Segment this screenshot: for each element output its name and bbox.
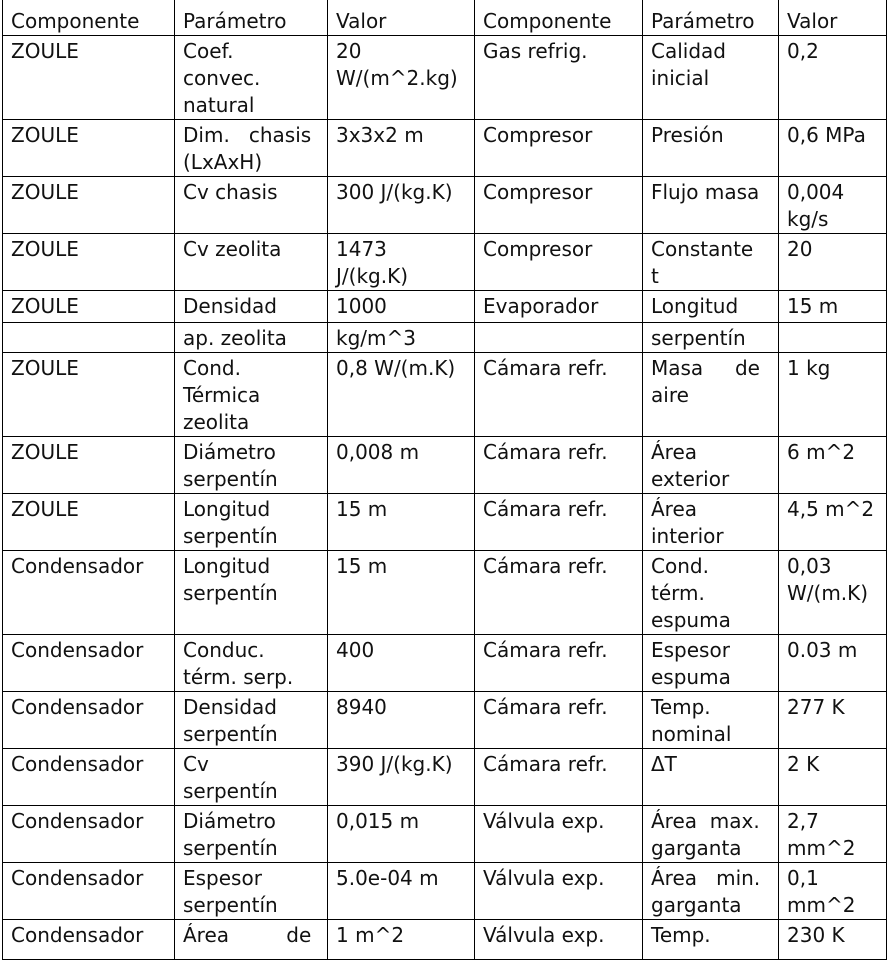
parameters-table <box>2 0 887 960</box>
cell-parametro: Densidad serpentín <box>175 692 328 749</box>
cell-parametro: Cv serpentín <box>175 749 328 806</box>
cell-componente-2: Cámara refr. <box>475 551 643 635</box>
cell-componente-2: Cámara refr. <box>475 437 643 494</box>
cell-valor: kg/m^3 <box>328 323 475 353</box>
table-row <box>3 437 887 494</box>
cell-parametro-2: Temp. nominal <box>643 692 779 749</box>
table-row <box>3 863 887 920</box>
table-body <box>3 36 887 960</box>
cell-componente-2: Cámara refr. <box>475 635 643 692</box>
cell-valor-2: 0.03 m <box>779 635 887 692</box>
header-valor: Valor <box>328 0 475 36</box>
cell-valor: 300 J/(kg.K) <box>328 177 475 234</box>
table-row <box>3 353 887 437</box>
cell-valor-2: 0,6 MPa <box>779 120 887 177</box>
cell-valor: 15 m <box>328 551 475 635</box>
table-row <box>3 494 887 551</box>
cell-valor: 3x3x2 m <box>328 120 475 177</box>
cell-parametro: Densidad <box>175 291 328 323</box>
header-valor-2: Valor <box>779 0 887 36</box>
cell-valor-2: 6 m^2 <box>779 437 887 494</box>
header-componente: Componente <box>3 0 175 36</box>
cell-valor-2: 20 <box>779 234 887 291</box>
header-componente-2: Componente <box>475 0 643 36</box>
cell-valor: 20 W/(m^2.kg) <box>328 36 475 120</box>
cell-componente-2: Gas refrig. <box>475 36 643 120</box>
cell-parametro-2: Área min. garganta <box>643 863 779 920</box>
cell-valor-2: 277 K <box>779 692 887 749</box>
cell-componente: ZOULE <box>3 353 175 437</box>
cell-parametro: ap. zeolita <box>175 323 328 353</box>
cell-componente: ZOULE <box>3 36 175 120</box>
cell-componente: ZOULE <box>3 437 175 494</box>
cell-parametro: Cond. Térmica zeolita <box>175 353 328 437</box>
table-row <box>3 692 887 749</box>
cell-componente-2: Cámara refr. <box>475 353 643 437</box>
cell-valor-2: 0,004 kg/s <box>779 177 887 234</box>
cell-componente-2: Evaporador <box>475 291 643 323</box>
table-row <box>3 806 887 863</box>
cell-valor: 400 <box>328 635 475 692</box>
table-header-row <box>3 0 887 36</box>
cell-componente: ZOULE <box>3 234 175 291</box>
cell-valor-2: 230 K <box>779 920 887 960</box>
cell-parametro-2: Espesor espuma <box>643 635 779 692</box>
cell-valor-2: 2,7 mm^2 <box>779 806 887 863</box>
header-parametro: Parámetro <box>175 0 328 36</box>
cell-componente: Condensador <box>3 692 175 749</box>
table-row <box>3 920 887 960</box>
cell-valor-2: 0,03 W/(m.K) <box>779 551 887 635</box>
cell-valor-2 <box>779 323 887 353</box>
cell-parametro-2: Constante t <box>643 234 779 291</box>
cell-componente-2: Cámara refr. <box>475 692 643 749</box>
cell-valor: 5.0e-04 m <box>328 863 475 920</box>
cell-componente-2: Compresor <box>475 177 643 234</box>
cell-parametro: Conduc. térm. serp. <box>175 635 328 692</box>
cell-componente-2: Compresor <box>475 120 643 177</box>
cell-valor-2: 2 K <box>779 749 887 806</box>
cell-componente: Condensador <box>3 920 175 960</box>
cell-componente-2: Válvula exp. <box>475 920 643 960</box>
cell-valor: 0,015 m <box>328 806 475 863</box>
cell-componente: Condensador <box>3 806 175 863</box>
cell-componente: ZOULE <box>3 120 175 177</box>
cell-parametro-2: Cond. térm. espuma <box>643 551 779 635</box>
cell-parametro: Espesor serpentín <box>175 863 328 920</box>
table-row <box>3 234 887 291</box>
cell-parametro: Longitud serpentín <box>175 551 328 635</box>
cell-componente-2: Cámara refr. <box>475 494 643 551</box>
cell-parametro: Cv chasis <box>175 177 328 234</box>
table-row <box>3 749 887 806</box>
cell-parametro: Dim. chasis (LxAxH) <box>175 120 328 177</box>
table-row <box>3 36 887 120</box>
cell-componente-2: Compresor <box>475 234 643 291</box>
cell-parametro-2: Calidad inicial <box>643 36 779 120</box>
header-parametro-2: Parámetro <box>643 0 779 36</box>
cell-parametro-2: Flujo masa <box>643 177 779 234</box>
cell-parametro: Diámetro serpentín <box>175 806 328 863</box>
cell-componente: ZOULE <box>3 494 175 551</box>
cell-componente: ZOULE <box>3 177 175 234</box>
cell-parametro-2: Área exterior <box>643 437 779 494</box>
cell-valor: 1000 <box>328 291 475 323</box>
cell-componente: Condensador <box>3 863 175 920</box>
cell-valor: 15 m <box>328 494 475 551</box>
cell-valor-2: 1 kg <box>779 353 887 437</box>
cell-parametro-2: Área interior <box>643 494 779 551</box>
cell-valor-2: 0,1 mm^2 <box>779 863 887 920</box>
cell-componente-2: Válvula exp. <box>475 863 643 920</box>
cell-valor-2: 4,5 m^2 <box>779 494 887 551</box>
cell-valor: 0,8 W/(m.K) <box>328 353 475 437</box>
cell-parametro-2: Masa de aire <box>643 353 779 437</box>
cell-parametro: Cv zeolita <box>175 234 328 291</box>
cell-parametro: Longitud serpentín <box>175 494 328 551</box>
cell-componente: Condensador <box>3 749 175 806</box>
cell-componente-2: Cámara refr. <box>475 749 643 806</box>
cell-componente: ZOULE <box>3 291 175 323</box>
cell-parametro-2: ΔT <box>643 749 779 806</box>
cell-componente-2: Válvula exp. <box>475 806 643 863</box>
cell-valor: 0,008 m <box>328 437 475 494</box>
cell-parametro: Coef. convec. natural <box>175 36 328 120</box>
cell-parametro-2: Área max. garganta <box>643 806 779 863</box>
cell-valor-2: 15 m <box>779 291 887 323</box>
cell-valor: 1473 J/(kg.K) <box>328 234 475 291</box>
cell-parametro: Diámetro serpentín <box>175 437 328 494</box>
cell-parametro: Área de <box>175 920 328 960</box>
cell-componente <box>3 323 175 353</box>
table-row <box>3 551 887 635</box>
cell-valor-2: 0,2 <box>779 36 887 120</box>
cell-parametro-2: Presión <box>643 120 779 177</box>
cell-parametro-2: Longitud <box>643 291 779 323</box>
cell-parametro-2: serpentín <box>643 323 779 353</box>
table-row <box>3 323 887 353</box>
cell-valor: 8940 <box>328 692 475 749</box>
cell-componente: Condensador <box>3 551 175 635</box>
table-row <box>3 120 887 177</box>
cell-valor: 390 J/(kg.K) <box>328 749 475 806</box>
table-row <box>3 177 887 234</box>
cell-componente: Condensador <box>3 635 175 692</box>
table-row <box>3 291 887 323</box>
cell-valor: 1 m^2 <box>328 920 475 960</box>
document-page <box>2 0 886 960</box>
cell-parametro-2: Temp. <box>643 920 779 960</box>
table-row <box>3 635 887 692</box>
cell-componente-2 <box>475 323 643 353</box>
